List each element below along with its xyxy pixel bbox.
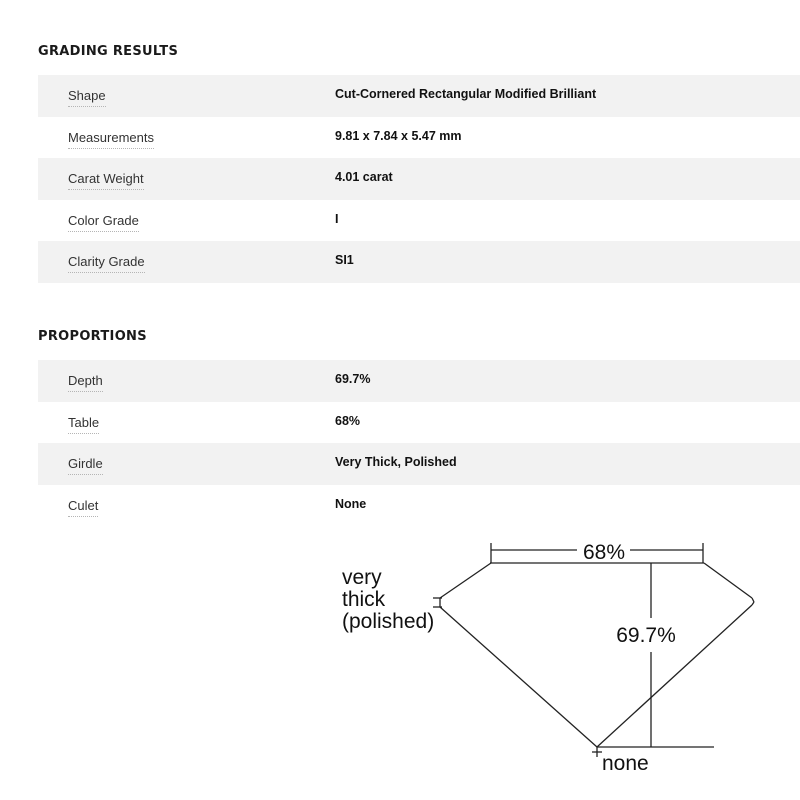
girdle-value: Very Thick, Polished — [335, 455, 457, 470]
culet-value: None — [335, 496, 367, 511]
diagram-girdle-label-line3: (polished) — [342, 610, 435, 633]
diagram-girdle-label-line1: very — [342, 566, 382, 589]
table-value: 68% — [335, 413, 361, 428]
clarity-grade-label: Clarity Grade — [68, 254, 145, 273]
color-grade-value: I — [335, 211, 339, 226]
measurements-label: Measurements — [68, 130, 154, 149]
depth-label: Depth — [68, 373, 103, 392]
culet-label: Culet — [68, 498, 98, 517]
grading-results-title: GRADING RESULTS — [38, 44, 179, 59]
shape-value: Cut-Cornered Rectangular Modified Brilliant — [335, 87, 597, 101]
carat-weight-value: 4.01 carat — [335, 170, 393, 185]
measurements-value: 9.81 x 7.84 x 5.47 mm — [335, 128, 462, 143]
crown-right-edge — [704, 563, 752, 598]
proportions-title: PROPORTIONS — [38, 329, 147, 344]
color-grade-label: Color Grade — [68, 213, 139, 232]
girdle-label: Girdle — [68, 456, 103, 475]
depth-value: 69.7% — [335, 372, 371, 386]
diagram-table-label: 68% — [582, 541, 626, 564]
table-label: Table — [68, 415, 99, 434]
shape-label: Shape — [68, 88, 106, 107]
pavilion-left-edge — [440, 607, 597, 747]
girdle-right-edge — [752, 598, 754, 602]
girdle-right-lower — [752, 602, 754, 605]
diagram-culet-label: none — [602, 752, 649, 775]
diagram-depth-label: 69.7% — [616, 624, 676, 647]
clarity-grade-value: SI1 — [335, 253, 354, 268]
crown-left-edge — [440, 563, 491, 598]
diagram-girdle-label-line2: thick — [342, 588, 386, 611]
carat-weight-label: Carat Weight — [68, 171, 144, 190]
